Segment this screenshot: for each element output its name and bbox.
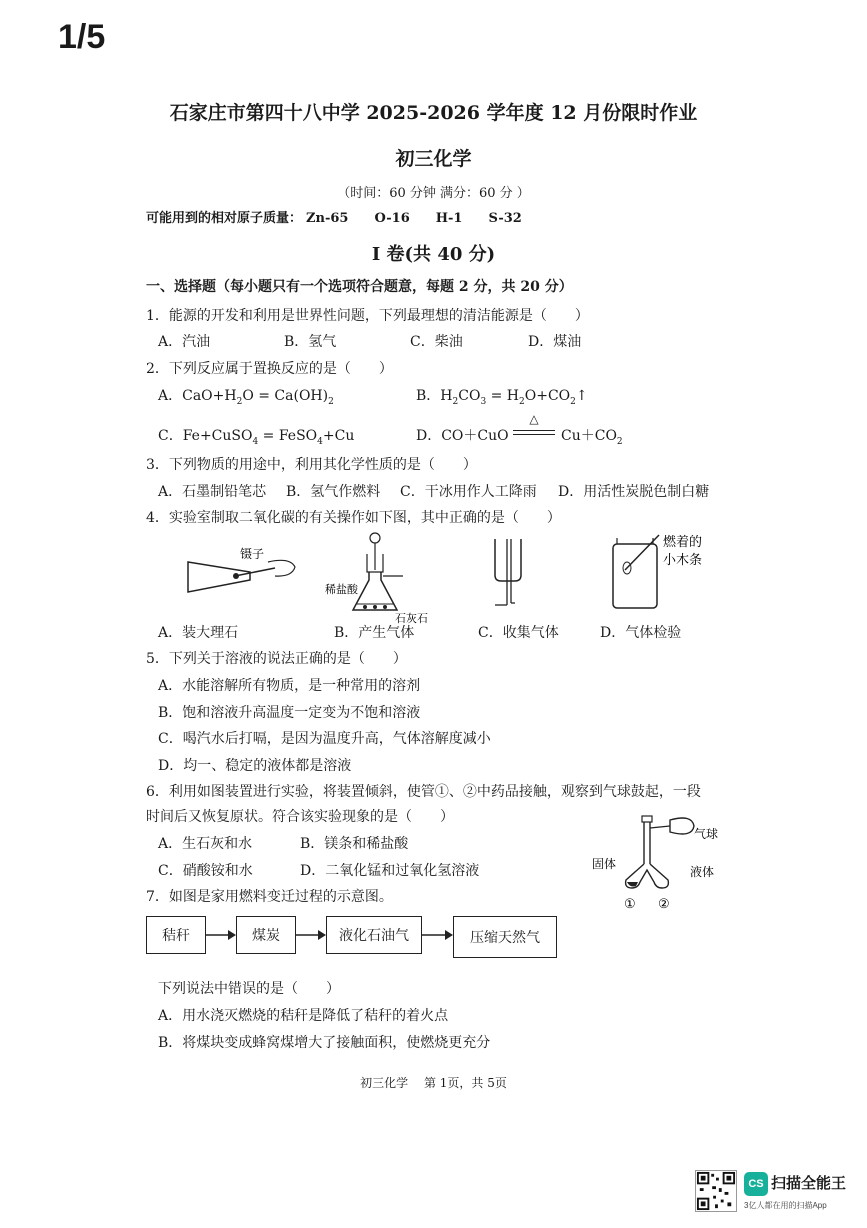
question-2-option-c: C．Fe+CuSO$_4$ = FeSO$_4$+Cu [158,428,355,447]
question-4-option-c: C．收集气体 [478,625,559,641]
question-4-option-d: D．气体检验 [600,625,682,641]
question-2-option-d: D．CO＋CuO [416,428,509,444]
question-6-option-c: C．硝酸铵和水 [158,863,253,879]
question-1-option-d: D．煤油 [528,334,582,350]
question-6-option-a: A．生石灰和水 [158,836,253,852]
atomic-mass-label: 可能用到的相对原子质量： [146,211,303,226]
question-1-option-c: C．柴油 [410,334,463,350]
flask-diagram [325,530,445,625]
section-title: 一、选择题（每小题只有一个选项符合题意，每题 2 分，共 20 分） [146,279,573,295]
scanner-logo: CS [744,1172,768,1196]
atomic-mass-item: Zn-65 [306,211,349,226]
scanner-tagline: 3亿人都在用的扫描App [744,1201,827,1210]
question-2-option-b: B．$H_2CO_3$ = $H_2O+CO_2↑$ [416,388,588,407]
question-4-option-b: B．产生气体 [334,625,415,641]
label-burning-stick-2: 小木条 [663,553,703,568]
question-7-sub-stem: 下列说法中错误的是（ ） [158,981,340,997]
label-acid: 稀盐酸 [325,583,358,596]
page-indicator: 1/5 [58,18,106,56]
gas-collection-diagram [485,535,545,615]
flow-step-lpg: 液化石油气 [326,916,422,954]
label-burning-stick-1: 燃着的 [663,535,703,550]
question-7-option-b: B．将煤块变成蜂窝煤增大了接触面积，使燃烧更充分 [158,1035,491,1051]
question-6-option-d: D．二氧化锰和过氧化氢溶液 [300,863,480,879]
label-tube-1: ① [624,897,636,912]
question-1-option-a: A．汽油 [158,334,211,350]
gas-test-diagram [605,530,725,612]
atomic-mass-line [146,207,548,226]
qr-code-icon [695,1170,737,1212]
label-limestone: 石灰石 [395,612,428,625]
question-3-option-b: B．氢气作燃料 [286,484,381,500]
exam-info: （时间：60 分钟 满分：60 分 ） [337,186,530,201]
question-4-stem: 4．实验室制取二氧化碳的有关操作如下图，其中正确的是（ ） [146,510,561,526]
question-3-option-a: A．石墨制铅笔芯 [158,484,267,500]
label-solid: 固体 [592,857,617,871]
heat-symbol: △ [529,412,539,426]
flow-arrow-icon [206,925,236,945]
tube-tweezers-diagram [180,532,300,622]
question-6-option-b: B．镁条和稀盐酸 [300,836,409,852]
question-6-stem-line1: 6．利用如图装置进行实验，将装置倾斜，使管①、②中药品接触，观察到气球鼓起，一段 [146,784,701,800]
atomic-mass-item: H-1 [435,211,463,226]
subject-title: 初三化学 [395,148,472,170]
question-7-stem: 7．如图是家用燃料变迁过程的示意图。 [146,889,393,905]
label-tweezers: 镊子 [240,547,265,561]
question-5-stem: 5．下列关于溶液的说法正确的是（ ） [146,651,407,667]
question-5-option-c: C．喝汽水后打嗝，是因为温度升高，气体溶解度减小 [158,731,491,747]
question-2-option-d-products: $Cu+CO_2$ [561,428,623,447]
question-5-option-a: A．水能溶解所有物质，是一种常用的溶剂 [158,678,421,694]
label-liquid: 液体 [690,865,715,879]
atomic-mass-item: S-32 [488,211,522,226]
y-tube-diagram [590,812,730,912]
flow-arrow-icon [296,925,326,945]
question-2-option-a: A．$CaO+H_2O = Ca(OH)_2$ [158,388,334,407]
question-1-option-b: B．氢气 [284,334,337,350]
volume-title: I 卷(共 40 分) [371,244,496,265]
flow-step-coal: 煤炭 [236,916,296,954]
flow-arrow-icon [422,925,453,945]
question-3-option-c: C．干冰用作人工降雨 [400,484,537,500]
question-1-stem: 1．能源的开发和利用是世界性问题，下列最理想的清洁能源是（ ） [146,308,589,324]
question-6-stem-line2: 时间后又恢复原状。符合该实验现象的是（ ） [146,809,454,825]
flow-step-straw: 秸秆 [146,916,206,954]
flow-step-cng: 压缩天然气 [453,916,557,958]
scanner-app-name: 扫描全能王 [771,1175,847,1192]
label-tube-2: ② [658,897,670,912]
question-5-option-b: B．饱和溶液升高温度一定变为不饱和溶液 [158,705,421,721]
question-4-option-a: A．装大理石 [158,625,239,641]
question-3-stem: 3．下列物质的用途中，利用其化学性质的是（ ） [146,457,477,473]
equal-sign [513,430,555,435]
question-3-option-d: D．用活性炭脱色制白糖 [558,484,710,500]
question-7-option-a: A．用水浇灭燃烧的秸秆是降低了秸秆的着火点 [158,1008,449,1024]
question-2-stem: 2．下列反应属于置换反应的是（ ） [146,361,393,377]
exam-title: 石家庄市第四十八中学 2025-2026 学年度 12 月份限时作业 [169,102,698,124]
page-footer: 初三化学 第 1页，共 5页 [360,1076,507,1090]
atomic-mass-item: O-16 [374,211,410,226]
question-5-option-d: D．均一、稳定的液体都是溶液 [158,758,352,774]
label-balloon: 气球 [694,827,719,841]
